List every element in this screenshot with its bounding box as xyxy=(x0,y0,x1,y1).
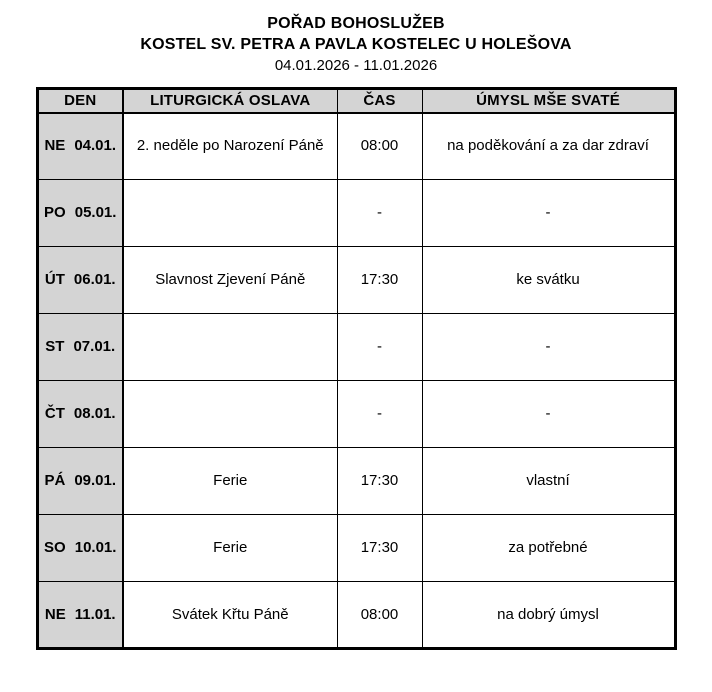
time-cell: 17:30 xyxy=(337,515,422,582)
date-label: 07.01. xyxy=(73,338,116,355)
date-label: 06.01. xyxy=(73,271,116,288)
time-cell: - xyxy=(337,314,422,381)
date-label: 09.01. xyxy=(74,472,117,489)
day-label: PÁ xyxy=(44,472,66,489)
page-title: POŘAD BOHOSLUŽEB xyxy=(267,15,445,32)
intention-cell: - xyxy=(422,314,675,381)
day-cell xyxy=(37,582,123,649)
day-cell xyxy=(37,381,123,448)
celebration-cell: Svátek Křtu Páně xyxy=(123,582,337,649)
day-cell xyxy=(37,247,123,314)
day-label: ČT xyxy=(44,405,65,422)
intention-cell: - xyxy=(422,381,675,448)
time-cell: 08:00 xyxy=(337,113,422,180)
schedule-table-head xyxy=(37,89,675,113)
time-cell: - xyxy=(337,381,422,448)
column-header-intention: ÚMYSL MŠE SVATÉ xyxy=(422,89,675,113)
date-label: 10.01. xyxy=(74,539,117,556)
intention-cell: vlastní xyxy=(422,448,675,515)
date-label: 11.01. xyxy=(74,605,116,623)
day-label: SO xyxy=(44,539,66,556)
intention-cell: - xyxy=(422,180,675,247)
intention-cell: na poděkování a za dar zdraví xyxy=(422,113,675,180)
day-cell xyxy=(37,113,123,180)
document-header xyxy=(0,0,712,76)
date-label: 05.01. xyxy=(74,204,117,221)
table-row xyxy=(37,582,675,649)
header-row xyxy=(37,89,675,113)
column-header-time: ČAS xyxy=(337,89,422,113)
table-row xyxy=(37,180,675,247)
intention-cell: na dobrý úmysl xyxy=(422,582,675,649)
day-cell xyxy=(37,314,123,381)
day-cell xyxy=(37,515,123,582)
time-cell: - xyxy=(337,180,422,247)
time-cell: 17:30 xyxy=(337,247,422,314)
table-row xyxy=(37,381,675,448)
date-label: 04.01. xyxy=(74,137,117,155)
celebration-cell: 2. neděle po Narození Páně xyxy=(123,113,337,180)
table-row xyxy=(37,113,675,180)
day-cell xyxy=(37,180,123,247)
celebration-cell xyxy=(123,381,337,448)
intention-cell: ke svátku xyxy=(422,247,675,314)
day-label: ÚT xyxy=(44,271,65,288)
schedule-table-body xyxy=(37,113,675,649)
church-name: KOSTEL SV. PETRA A PAVLA KOSTELEC U HOLEŠOVA xyxy=(140,36,572,53)
time-cell: 08:00 xyxy=(337,582,422,649)
celebration-cell xyxy=(123,314,337,381)
column-header-celebration: LITURGICKÁ OSLAVA xyxy=(123,89,337,113)
schedule-table xyxy=(36,87,677,650)
celebration-cell: Slavnost Zjevení Páně xyxy=(123,247,337,314)
table-row xyxy=(37,448,675,515)
table-row xyxy=(37,314,675,381)
table-row xyxy=(37,515,675,582)
date-label: 08.01. xyxy=(73,405,116,422)
day-label: ST xyxy=(45,338,65,355)
day-cell xyxy=(37,448,123,515)
table-row xyxy=(37,247,675,314)
day-label: PO xyxy=(44,204,66,221)
day-label: NE xyxy=(44,137,66,155)
celebration-cell: Ferie xyxy=(123,515,337,582)
day-label: NE xyxy=(44,605,66,623)
column-header-day: DEN xyxy=(37,89,123,113)
intention-cell: za potřebné xyxy=(422,515,675,582)
celebration-cell xyxy=(123,180,337,247)
celebration-cell: Ferie xyxy=(123,448,337,515)
date-range: 04.01.2026 - 11.01.2026 xyxy=(274,57,438,74)
time-cell: 17:30 xyxy=(337,448,422,515)
